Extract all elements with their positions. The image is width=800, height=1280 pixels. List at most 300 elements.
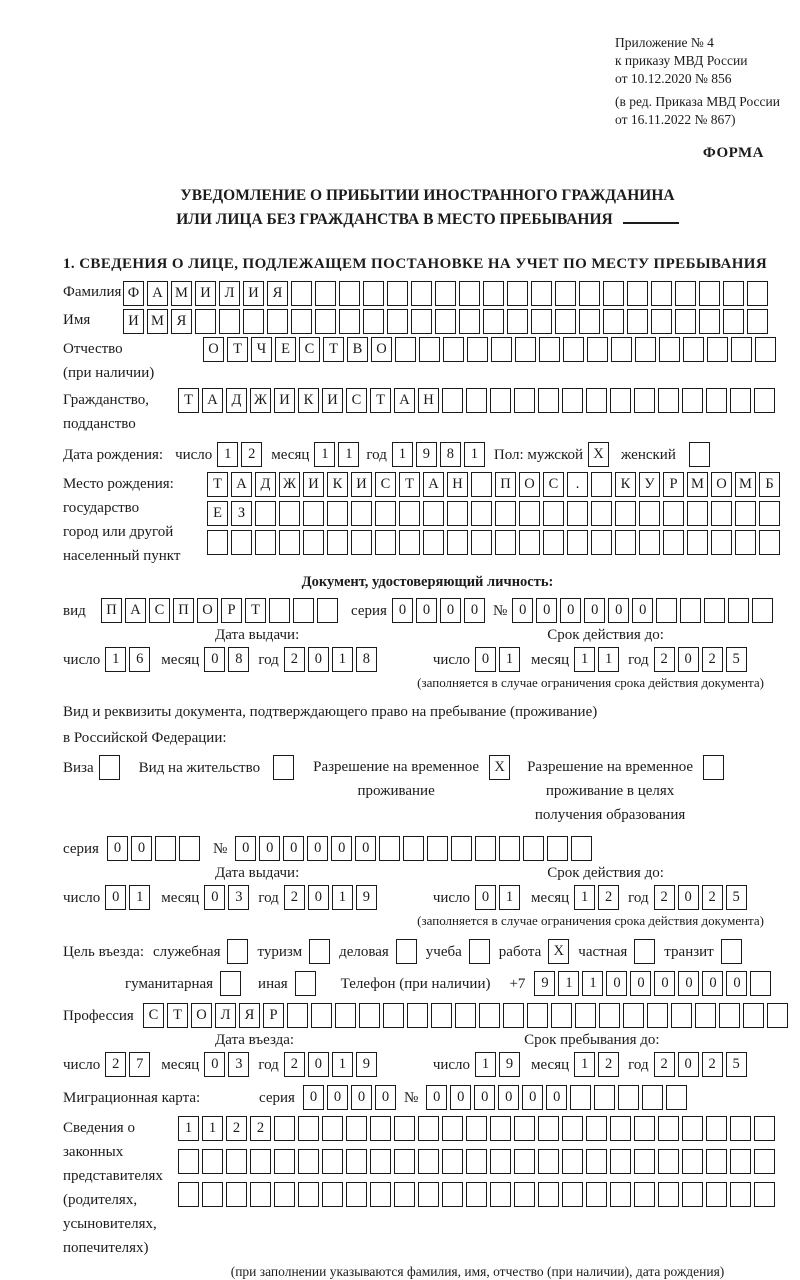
char-cell[interactable] <box>658 388 679 413</box>
char-cell[interactable]: 2 <box>598 885 619 910</box>
char-cell[interactable]: И <box>274 388 295 413</box>
char-cell[interactable]: 7 <box>129 1052 150 1077</box>
char-cell[interactable]: 2 <box>284 885 305 910</box>
char-cell[interactable]: 0 <box>331 836 352 861</box>
char-cell[interactable] <box>747 309 768 334</box>
char-cell[interactable]: О <box>371 337 392 362</box>
char-cell[interactable]: И <box>195 281 216 306</box>
char-cell[interactable] <box>706 1182 727 1207</box>
char-cell[interactable] <box>610 1182 631 1207</box>
char-cell[interactable] <box>555 309 576 334</box>
char-cell[interactable] <box>519 530 540 555</box>
char-cell[interactable] <box>303 501 324 526</box>
char-cell[interactable]: 0 <box>678 885 699 910</box>
char-cell[interactable]: 2 <box>598 1052 619 1077</box>
char-cell[interactable]: Р <box>263 1003 284 1028</box>
char-cell[interactable] <box>279 501 300 526</box>
char-cell[interactable] <box>220 971 241 996</box>
char-cell[interactable] <box>666 1085 687 1110</box>
char-cell[interactable] <box>571 836 592 861</box>
char-cell[interactable] <box>735 501 756 526</box>
char-cell[interactable]: 9 <box>499 1052 520 1077</box>
char-cell[interactable] <box>627 281 648 306</box>
char-cell[interactable] <box>531 309 552 334</box>
char-cell[interactable]: Т <box>245 598 266 623</box>
char-cell[interactable] <box>682 388 703 413</box>
char-cell[interactable]: А <box>202 388 223 413</box>
char-cell[interactable]: 1 <box>499 885 520 910</box>
char-cell[interactable] <box>519 501 540 526</box>
char-cell[interactable]: 8 <box>440 442 461 467</box>
char-cell[interactable] <box>591 530 612 555</box>
char-cell[interactable]: 0 <box>351 1085 372 1110</box>
char-cell[interactable]: X <box>548 939 569 964</box>
char-cell[interactable] <box>471 472 492 497</box>
char-cell[interactable]: 2 <box>226 1116 247 1141</box>
char-cell[interactable]: Ж <box>279 472 300 497</box>
char-cell[interactable] <box>383 1003 404 1028</box>
char-cell[interactable] <box>274 1149 295 1174</box>
char-cell[interactable] <box>491 337 512 362</box>
char-cell[interactable] <box>611 337 632 362</box>
char-cell[interactable] <box>490 1116 511 1141</box>
char-cell[interactable] <box>327 530 348 555</box>
char-cell[interactable]: В <box>347 337 368 362</box>
char-cell[interactable] <box>634 1149 655 1174</box>
char-cell[interactable]: 1 <box>332 885 353 910</box>
char-cell[interactable]: 0 <box>450 1085 471 1110</box>
char-cell[interactable] <box>567 501 588 526</box>
char-cell[interactable] <box>711 530 732 555</box>
char-cell[interactable]: Л <box>215 1003 236 1028</box>
char-cell[interactable] <box>419 337 440 362</box>
char-cell[interactable] <box>295 971 316 996</box>
char-cell[interactable]: 1 <box>314 442 335 467</box>
char-cell[interactable]: С <box>543 472 564 497</box>
char-cell[interactable] <box>618 1085 639 1110</box>
char-cell[interactable]: 0 <box>560 598 581 623</box>
char-cell[interactable]: Я <box>171 309 192 334</box>
char-cell[interactable] <box>543 530 564 555</box>
char-cell[interactable] <box>586 1182 607 1207</box>
char-cell[interactable]: 1 <box>582 971 603 996</box>
char-cell[interactable] <box>594 1085 615 1110</box>
char-cell[interactable]: Б <box>759 472 780 497</box>
char-cell[interactable]: 9 <box>416 442 437 467</box>
char-cell[interactable] <box>634 939 655 964</box>
char-cell[interactable] <box>370 1116 391 1141</box>
char-cell[interactable] <box>269 598 290 623</box>
char-cell[interactable]: 1 <box>129 885 150 910</box>
char-cell[interactable]: 0 <box>498 1085 519 1110</box>
char-cell[interactable]: 0 <box>475 647 496 672</box>
char-cell[interactable] <box>706 1116 727 1141</box>
char-cell[interactable]: М <box>735 472 756 497</box>
char-cell[interactable]: X <box>489 755 510 780</box>
char-cell[interactable]: 0 <box>259 836 280 861</box>
char-cell[interactable] <box>490 1182 511 1207</box>
char-cell[interactable]: А <box>147 281 168 306</box>
char-cell[interactable] <box>658 1182 679 1207</box>
char-cell[interactable] <box>490 1149 511 1174</box>
char-cell[interactable] <box>250 1182 271 1207</box>
char-cell[interactable] <box>339 281 360 306</box>
char-cell[interactable]: П <box>173 598 194 623</box>
char-cell[interactable]: У <box>639 472 660 497</box>
char-cell[interactable] <box>322 1116 343 1141</box>
char-cell[interactable] <box>634 388 655 413</box>
char-cell[interactable]: Л <box>219 281 240 306</box>
char-cell[interactable] <box>754 1149 775 1174</box>
char-cell[interactable]: 1 <box>332 1052 353 1077</box>
char-cell[interactable] <box>754 388 775 413</box>
char-cell[interactable] <box>423 501 444 526</box>
char-cell[interactable]: 0 <box>303 1085 324 1110</box>
char-cell[interactable] <box>387 309 408 334</box>
char-cell[interactable] <box>651 309 672 334</box>
char-cell[interactable] <box>466 1149 487 1174</box>
char-cell[interactable] <box>396 939 417 964</box>
char-cell[interactable]: Е <box>207 501 228 526</box>
char-cell[interactable]: 1 <box>202 1116 223 1141</box>
char-cell[interactable] <box>309 939 330 964</box>
char-cell[interactable]: 0 <box>546 1085 567 1110</box>
char-cell[interactable] <box>370 1182 391 1207</box>
char-cell[interactable]: К <box>327 472 348 497</box>
char-cell[interactable] <box>658 1116 679 1141</box>
char-cell[interactable] <box>346 1182 367 1207</box>
char-cell[interactable] <box>451 836 472 861</box>
char-cell[interactable] <box>99 755 120 780</box>
char-cell[interactable] <box>503 1003 524 1028</box>
char-cell[interactable]: 0 <box>702 971 723 996</box>
char-cell[interactable] <box>418 1149 439 1174</box>
char-cell[interactable]: 0 <box>204 647 225 672</box>
char-cell[interactable]: 0 <box>107 836 128 861</box>
char-cell[interactable] <box>514 1149 535 1174</box>
char-cell[interactable] <box>615 501 636 526</box>
char-cell[interactable]: Т <box>323 337 344 362</box>
char-cell[interactable]: И <box>123 309 144 334</box>
char-cell[interactable] <box>706 388 727 413</box>
char-cell[interactable]: 0 <box>426 1085 447 1110</box>
char-cell[interactable] <box>291 309 312 334</box>
char-cell[interactable] <box>603 309 624 334</box>
char-cell[interactable]: 0 <box>632 598 653 623</box>
char-cell[interactable] <box>635 337 656 362</box>
char-cell[interactable] <box>442 1149 463 1174</box>
char-cell[interactable] <box>466 1182 487 1207</box>
char-cell[interactable] <box>375 530 396 555</box>
char-cell[interactable] <box>707 337 728 362</box>
char-cell[interactable] <box>728 598 749 623</box>
char-cell[interactable] <box>250 1149 271 1174</box>
char-cell[interactable] <box>723 281 744 306</box>
char-cell[interactable]: 9 <box>356 1052 377 1077</box>
char-cell[interactable]: Ч <box>251 337 272 362</box>
char-cell[interactable] <box>767 1003 788 1028</box>
char-cell[interactable]: 9 <box>534 971 555 996</box>
char-cell[interactable]: И <box>322 388 343 413</box>
char-cell[interactable] <box>303 530 324 555</box>
char-cell[interactable] <box>615 530 636 555</box>
char-cell[interactable] <box>411 281 432 306</box>
char-cell[interactable]: 0 <box>392 598 413 623</box>
char-cell[interactable]: С <box>299 337 320 362</box>
char-cell[interactable] <box>475 836 496 861</box>
char-cell[interactable] <box>363 309 384 334</box>
char-cell[interactable]: С <box>143 1003 164 1028</box>
char-cell[interactable] <box>610 1149 631 1174</box>
char-cell[interactable] <box>298 1116 319 1141</box>
char-cell[interactable] <box>394 1116 415 1141</box>
char-cell[interactable] <box>327 501 348 526</box>
char-cell[interactable] <box>403 836 424 861</box>
char-cell[interactable] <box>274 1116 295 1141</box>
char-cell[interactable]: 0 <box>308 647 329 672</box>
char-cell[interactable] <box>687 501 708 526</box>
char-cell[interactable] <box>207 530 228 555</box>
char-cell[interactable] <box>467 337 488 362</box>
char-cell[interactable] <box>202 1182 223 1207</box>
char-cell[interactable]: 0 <box>283 836 304 861</box>
char-cell[interactable] <box>610 1116 631 1141</box>
char-cell[interactable]: 0 <box>726 971 747 996</box>
char-cell[interactable] <box>431 1003 452 1028</box>
char-cell[interactable] <box>599 1003 620 1028</box>
char-cell[interactable]: Р <box>663 472 684 497</box>
char-cell[interactable]: 1 <box>598 647 619 672</box>
char-cell[interactable] <box>195 309 216 334</box>
char-cell[interactable] <box>755 337 776 362</box>
char-cell[interactable] <box>659 337 680 362</box>
char-cell[interactable] <box>723 309 744 334</box>
char-cell[interactable] <box>495 501 516 526</box>
char-cell[interactable]: А <box>125 598 146 623</box>
char-cell[interactable]: 0 <box>131 836 152 861</box>
char-cell[interactable] <box>514 388 535 413</box>
char-cell[interactable] <box>515 337 536 362</box>
char-cell[interactable]: 0 <box>512 598 533 623</box>
char-cell[interactable] <box>394 1182 415 1207</box>
char-cell[interactable]: 3 <box>228 1052 249 1077</box>
char-cell[interactable] <box>359 1003 380 1028</box>
char-cell[interactable]: 0 <box>678 1052 699 1077</box>
char-cell[interactable] <box>699 281 720 306</box>
char-cell[interactable] <box>730 1149 751 1174</box>
char-cell[interactable]: 1 <box>217 442 238 467</box>
char-cell[interactable] <box>752 598 773 623</box>
char-cell[interactable]: К <box>615 472 636 497</box>
char-cell[interactable]: Т <box>167 1003 188 1028</box>
char-cell[interactable]: О <box>197 598 218 623</box>
char-cell[interactable] <box>586 1149 607 1174</box>
char-cell[interactable] <box>719 1003 740 1028</box>
char-cell[interactable]: 9 <box>356 885 377 910</box>
char-cell[interactable] <box>471 530 492 555</box>
char-cell[interactable] <box>507 309 528 334</box>
char-cell[interactable]: 0 <box>204 1052 225 1077</box>
char-cell[interactable]: О <box>519 472 540 497</box>
char-cell[interactable] <box>226 1182 247 1207</box>
char-cell[interactable] <box>682 1116 703 1141</box>
char-cell[interactable] <box>721 939 742 964</box>
char-cell[interactable]: Д <box>226 388 247 413</box>
char-cell[interactable]: И <box>243 281 264 306</box>
char-cell[interactable] <box>730 1182 751 1207</box>
char-cell[interactable]: . <box>567 472 588 497</box>
char-cell[interactable] <box>442 1182 463 1207</box>
char-cell[interactable]: 0 <box>416 598 437 623</box>
char-cell[interactable] <box>466 1116 487 1141</box>
char-cell[interactable] <box>759 501 780 526</box>
char-cell[interactable] <box>671 1003 692 1028</box>
char-cell[interactable]: 0 <box>308 885 329 910</box>
char-cell[interactable] <box>575 1003 596 1028</box>
char-cell[interactable] <box>227 939 248 964</box>
char-cell[interactable] <box>339 309 360 334</box>
char-cell[interactable]: 0 <box>678 971 699 996</box>
char-cell[interactable]: 1 <box>558 971 579 996</box>
char-cell[interactable]: 1 <box>574 1052 595 1077</box>
char-cell[interactable] <box>298 1182 319 1207</box>
char-cell[interactable] <box>267 309 288 334</box>
char-cell[interactable]: 1 <box>332 647 353 672</box>
char-cell[interactable] <box>423 530 444 555</box>
char-cell[interactable] <box>703 755 724 780</box>
char-cell[interactable] <box>704 598 725 623</box>
char-cell[interactable] <box>570 1085 591 1110</box>
char-cell[interactable] <box>471 501 492 526</box>
char-cell[interactable] <box>523 836 544 861</box>
char-cell[interactable]: 0 <box>307 836 328 861</box>
char-cell[interactable] <box>730 1116 751 1141</box>
char-cell[interactable] <box>443 337 464 362</box>
char-cell[interactable] <box>469 939 490 964</box>
char-cell[interactable]: 1 <box>338 442 359 467</box>
char-cell[interactable] <box>466 388 487 413</box>
char-cell[interactable]: Я <box>267 281 288 306</box>
char-cell[interactable] <box>562 1116 583 1141</box>
char-cell[interactable]: 2 <box>250 1116 271 1141</box>
char-cell[interactable] <box>226 1149 247 1174</box>
char-cell[interactable] <box>315 309 336 334</box>
char-cell[interactable] <box>279 530 300 555</box>
char-cell[interactable] <box>623 1003 644 1028</box>
char-cell[interactable] <box>363 281 384 306</box>
char-cell[interactable]: 1 <box>574 647 595 672</box>
char-cell[interactable]: М <box>171 281 192 306</box>
char-cell[interactable] <box>483 281 504 306</box>
char-cell[interactable]: 5 <box>726 647 747 672</box>
char-cell[interactable]: 0 <box>375 1085 396 1110</box>
char-cell[interactable] <box>579 281 600 306</box>
char-cell[interactable]: 1 <box>464 442 485 467</box>
char-cell[interactable] <box>759 530 780 555</box>
char-cell[interactable] <box>447 530 468 555</box>
char-cell[interactable]: Ж <box>250 388 271 413</box>
char-cell[interactable]: 1 <box>574 885 595 910</box>
char-cell[interactable] <box>754 1116 775 1141</box>
char-cell[interactable] <box>178 1182 199 1207</box>
char-cell[interactable] <box>435 309 456 334</box>
char-cell[interactable] <box>418 1182 439 1207</box>
char-cell[interactable]: 2 <box>105 1052 126 1077</box>
char-cell[interactable]: 2 <box>654 1052 675 1077</box>
char-cell[interactable]: 0 <box>630 971 651 996</box>
char-cell[interactable] <box>178 1149 199 1174</box>
char-cell[interactable]: 0 <box>678 647 699 672</box>
char-cell[interactable] <box>663 501 684 526</box>
char-cell[interactable] <box>639 530 660 555</box>
char-cell[interactable] <box>447 501 468 526</box>
char-cell[interactable] <box>219 309 240 334</box>
char-cell[interactable] <box>394 1149 415 1174</box>
char-cell[interactable]: 0 <box>606 971 627 996</box>
char-cell[interactable] <box>231 530 252 555</box>
char-cell[interactable]: 1 <box>499 647 520 672</box>
char-cell[interactable] <box>682 1149 703 1174</box>
char-cell[interactable]: К <box>298 388 319 413</box>
char-cell[interactable] <box>680 598 701 623</box>
char-cell[interactable] <box>706 1149 727 1174</box>
char-cell[interactable] <box>407 1003 428 1028</box>
char-cell[interactable] <box>351 530 372 555</box>
char-cell[interactable] <box>311 1003 332 1028</box>
char-cell[interactable]: Т <box>370 388 391 413</box>
char-cell[interactable] <box>483 309 504 334</box>
char-cell[interactable] <box>287 1003 308 1028</box>
char-cell[interactable] <box>750 971 771 996</box>
char-cell[interactable] <box>274 1182 295 1207</box>
char-cell[interactable]: А <box>231 472 252 497</box>
char-cell[interactable]: 2 <box>654 885 675 910</box>
char-cell[interactable] <box>658 1149 679 1174</box>
char-cell[interactable] <box>346 1116 367 1141</box>
char-cell[interactable] <box>627 309 648 334</box>
char-cell[interactable] <box>291 281 312 306</box>
char-cell[interactable]: 6 <box>129 647 150 672</box>
char-cell[interactable] <box>735 530 756 555</box>
char-cell[interactable] <box>427 836 448 861</box>
char-cell[interactable] <box>538 1149 559 1174</box>
char-cell[interactable] <box>547 836 568 861</box>
char-cell[interactable]: 0 <box>464 598 485 623</box>
char-cell[interactable]: 2 <box>284 1052 305 1077</box>
char-cell[interactable] <box>695 1003 716 1028</box>
char-cell[interactable] <box>639 501 660 526</box>
char-cell[interactable]: 2 <box>702 1052 723 1077</box>
char-cell[interactable] <box>538 1116 559 1141</box>
char-cell[interactable]: Я <box>239 1003 260 1028</box>
char-cell[interactable] <box>179 836 200 861</box>
char-cell[interactable]: 2 <box>702 647 723 672</box>
char-cell[interactable]: Д <box>255 472 276 497</box>
char-cell[interactable] <box>315 281 336 306</box>
char-cell[interactable]: 1 <box>392 442 413 467</box>
char-cell[interactable]: 8 <box>228 647 249 672</box>
char-cell[interactable]: 5 <box>726 1052 747 1077</box>
char-cell[interactable]: 0 <box>654 971 675 996</box>
char-cell[interactable] <box>731 337 752 362</box>
char-cell[interactable] <box>562 1182 583 1207</box>
char-cell[interactable] <box>711 501 732 526</box>
char-cell[interactable] <box>555 281 576 306</box>
char-cell[interactable]: 0 <box>327 1085 348 1110</box>
char-cell[interactable]: Р <box>221 598 242 623</box>
char-cell[interactable] <box>317 598 338 623</box>
char-cell[interactable]: Т <box>207 472 228 497</box>
